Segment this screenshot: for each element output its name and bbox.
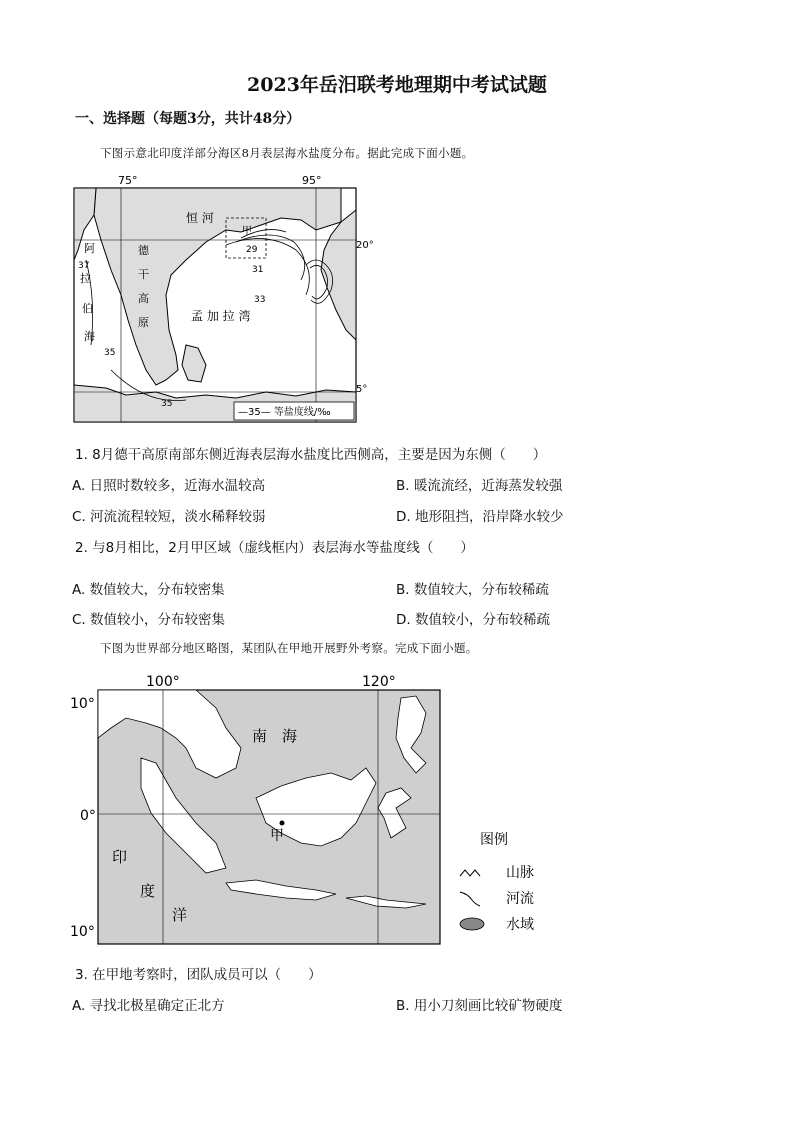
ganges-label: 恒 河: [186, 211, 214, 225]
lat-0-label: 0°: [80, 808, 96, 824]
iso-29-label: 29: [246, 245, 258, 255]
legend-water: 水域: [506, 917, 534, 933]
lat-10n-label: 10°: [70, 696, 95, 712]
intro-text-2: 下图为世界部分地区略图，某团队在甲地开展野外考察。完成下面小题。: [100, 641, 478, 655]
section-heading: 一、选择题（每题3分，共计48分）: [75, 111, 301, 127]
arabian-2: 拉: [80, 272, 91, 285]
deccan-4: 原: [138, 316, 149, 329]
deccan-3: 高: [138, 292, 149, 305]
indian-3: 洋: [172, 906, 188, 924]
question-1-stem: 1. 8月德干高原南部东侧近海表层海水盐度比西侧高，主要是因为东侧（ ）: [75, 447, 547, 463]
page-title: 2023年岳汨联考地理期中考试试题: [247, 74, 547, 96]
lat-5-label: 5°: [356, 384, 368, 395]
lon-75-label: 75°: [118, 174, 138, 187]
legend-text: —35— 等盐度线/‰: [238, 407, 331, 418]
q1-option-b[interactable]: B. 暖流流经，近海蒸发较强: [396, 478, 563, 494]
arabian-3: 伯: [82, 302, 93, 315]
legend-mountain: 山脉: [506, 865, 534, 881]
bengal-label: 孟 加 拉 湾: [191, 309, 251, 323]
lon-120-label: 120°: [362, 674, 396, 690]
legend-river: 河流: [506, 891, 534, 907]
q2-option-b[interactable]: B. 数值较大，分布较稀疏: [396, 582, 549, 598]
arabian-1: 阿: [84, 242, 95, 255]
indian-1: 印: [112, 848, 128, 866]
question-3-stem: 3. 在甲地考察时，团队成员可以（ ）: [75, 967, 322, 983]
iso-33-label: 33: [254, 295, 266, 305]
arabian-4: 海: [84, 330, 95, 343]
lon-95-label: 95°: [302, 174, 322, 187]
q1-option-d[interactable]: D. 地形阻挡，沿岸降水较少: [396, 509, 564, 525]
legend-title: 图例: [480, 832, 508, 848]
jia-point: [280, 821, 285, 826]
salinity-map: [66, 170, 374, 426]
iso-31-label: 31: [252, 265, 264, 275]
deccan-1: 德: [138, 244, 149, 257]
intro-text-1: 下图示意北印度洋部分海区8月表层海水盐度分布。据此完成下面小题。: [100, 146, 474, 160]
lat-10s-label: 10°: [70, 924, 95, 940]
mountain-icon: [460, 870, 480, 876]
question-2-stem: 2. 与8月相比，2月甲区域（虚线框内）表层海水等盐度线（ ）: [75, 540, 474, 556]
southeast-asia-map: [66, 668, 546, 948]
lat-20-label: 20°: [356, 240, 374, 251]
q2-option-d[interactable]: D. 数值较小，分布较稀疏: [396, 612, 550, 628]
q3-option-b[interactable]: B. 用小刀刻画比较矿物硬度: [396, 998, 563, 1014]
q1-option-a[interactable]: A. 日照时数较多，近海水温较高: [72, 478, 266, 494]
q3-option-a[interactable]: A. 寻找北极星确定正北方: [72, 998, 225, 1014]
deccan-2: 干: [138, 268, 149, 281]
q1-option-c[interactable]: C. 河流流程较短，淡水稀释较弱: [72, 509, 266, 525]
south-sea-label: 南 海: [252, 727, 298, 745]
q2-option-a[interactable]: A. 数值较大，分布较密集: [72, 582, 225, 598]
jia-label: 甲: [242, 226, 252, 237]
iso-37-label: 37: [78, 261, 90, 271]
iso-35-west-label: 35: [104, 348, 116, 358]
iso-35-south-label: 35: [161, 399, 173, 409]
river-icon: [460, 892, 480, 906]
jia-label-2: 甲: [270, 828, 284, 844]
q2-option-c[interactable]: C. 数值较小，分布较密集: [72, 612, 226, 628]
lon-100-label: 100°: [146, 674, 180, 690]
indian-2: 度: [140, 882, 156, 900]
water-icon: [460, 918, 484, 930]
